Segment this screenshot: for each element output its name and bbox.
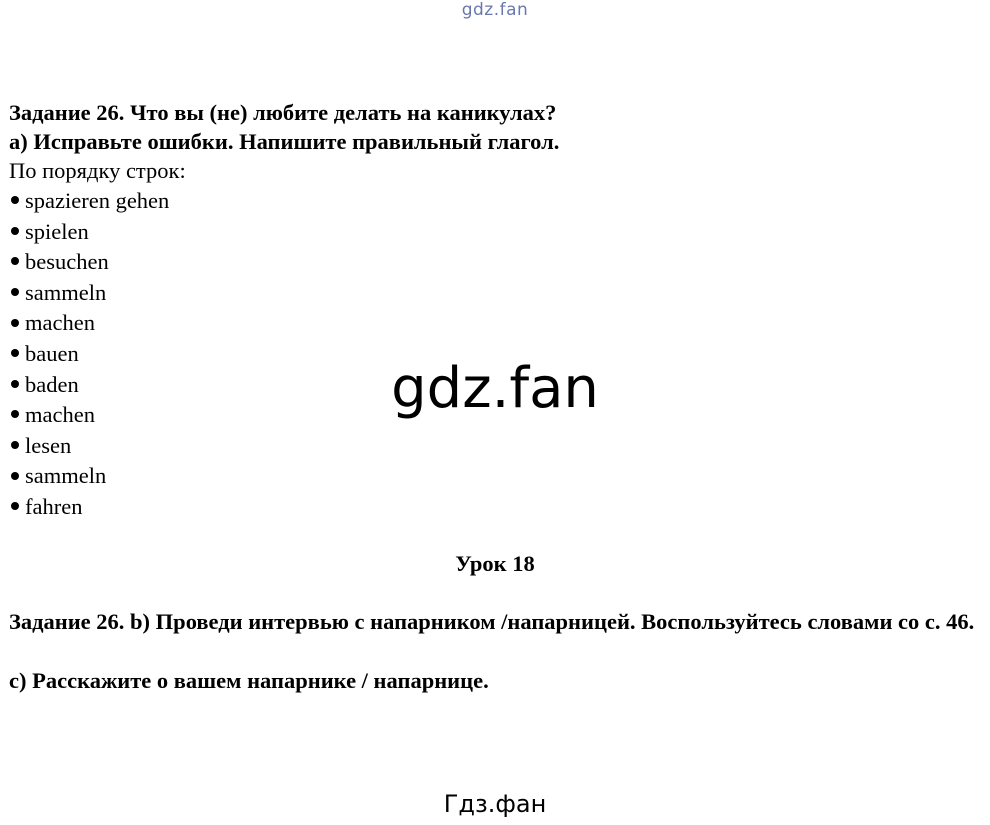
verb-text: bauen (25, 340, 79, 366)
lesson-heading: Урок 18 (455, 551, 535, 576)
list-item (9, 186, 985, 217)
subtask-a: а) Исправьте ошибки. Напишите правильный глагол. (9, 129, 560, 154)
list-item (9, 247, 985, 278)
bullet-icon (11, 441, 19, 449)
list-item (9, 492, 985, 523)
verb-text: sammeln (25, 279, 107, 305)
bullet-icon (11, 196, 19, 204)
list-item (9, 308, 985, 339)
intro-text: По порядку строк: (9, 158, 186, 183)
list-item (9, 278, 985, 309)
bullet-icon (11, 257, 19, 265)
task-26-section (9, 98, 985, 523)
list-item (9, 461, 985, 492)
task-c-text: c) Расскажите о вашем напарнике / напарнице. (9, 668, 489, 693)
task-b-text: Задание 26. b) Проведи интервью с напарником /напарницей. Воспользуйтесь словами со с. 46. (9, 609, 975, 634)
verb-text: sammeln (25, 463, 107, 489)
verb-text: spazieren gehen (25, 188, 170, 213)
verb-text: fahren (25, 493, 83, 519)
watermark-top: gdz.fan (461, 0, 529, 20)
verb-list (9, 186, 985, 523)
verb-text: besuchen (25, 249, 109, 275)
watermark-bottom: Гдз.фан (443, 790, 547, 818)
verb-text: spielen (25, 218, 89, 244)
verb-text: machen (25, 402, 95, 428)
bullet-icon (11, 502, 19, 510)
bullet-icon (11, 227, 19, 235)
bullet-icon (11, 472, 19, 480)
verb-text: lesen (25, 432, 72, 458)
bullet-icon (11, 288, 19, 296)
watermark-center: gdz.fan (391, 356, 599, 421)
list-item (9, 431, 985, 462)
verb-text: machen (25, 310, 95, 336)
task-title: Задание 26. Что вы (не) любите делать на каникулах? (9, 100, 557, 125)
bullet-icon (11, 319, 19, 327)
verb-text: baden (25, 371, 79, 397)
list-item (9, 217, 985, 248)
